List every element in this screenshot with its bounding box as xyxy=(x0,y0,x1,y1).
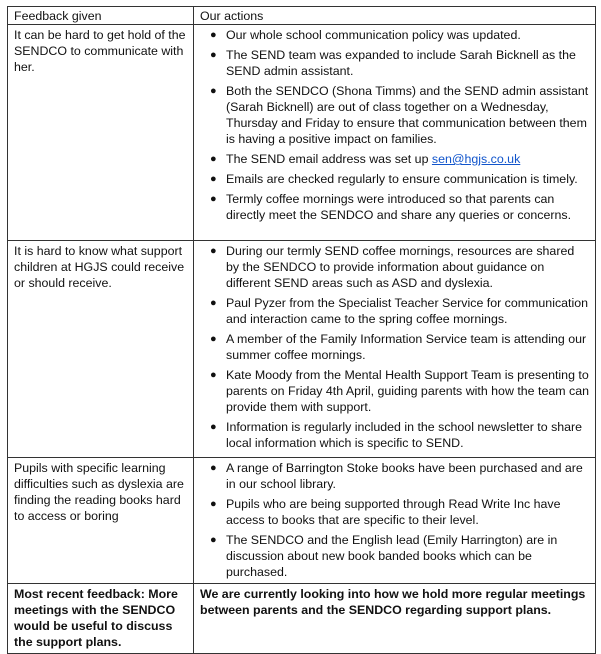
list-item: ● Our whole school communication policy was updated. xyxy=(210,28,521,42)
send-email-link[interactable]: sen@hgjs.co.uk xyxy=(431,152,521,166)
list-item: ● During our termly SEND coffee mornings, resources are shared by the SENDCO to provide information about guidance on different SEND areas such as ASD and dyslexia. xyxy=(210,244,575,290)
actions-list xyxy=(200,27,589,223)
actions-cell: We are currently looking into how we hold more regular meetings between parents and the SENDCO regarding support plans. xyxy=(194,584,596,654)
bullet-icon: ● xyxy=(210,333,217,345)
list-item: ● Termly coffee mornings were introduced so that parents can directly meet the SENDCO and share any queries or concerns. xyxy=(210,192,572,222)
list-item: ● Pupils who are being supported through Read Write Inc have access to books that are specific to their level. xyxy=(210,497,561,527)
actions-list xyxy=(200,460,589,580)
table-header-row xyxy=(8,7,596,25)
list-item: ● The SENDCO and the English lead (Emily Harrington) are in discussion about new book banded books which can be purchased. xyxy=(210,533,558,579)
bullet-icon: ● xyxy=(210,421,217,433)
feedback-table xyxy=(7,6,596,654)
table-row xyxy=(8,25,596,241)
list-item: ● Information is regularly included in the school newsletter to share local information which is specific to SEND. xyxy=(210,420,583,450)
actions-cell xyxy=(194,25,596,241)
bullet-icon: ● xyxy=(210,49,217,61)
bullet-icon: ● xyxy=(210,153,217,165)
bullet-icon: ● xyxy=(210,85,217,97)
list-item: ● The SEND team was expanded to include Sarah Bicknell as the SEND admin assistant. xyxy=(210,48,576,78)
table-row xyxy=(8,584,596,654)
header-our-actions: Our actions xyxy=(194,7,596,25)
bullet-icon: ● xyxy=(210,462,217,474)
actions-list xyxy=(200,243,589,451)
list-item: ● A range of Barrington Stoke books have been purchased and are in our school library. xyxy=(210,461,583,491)
list-item: ● Both the SENDCO (Shona Timms) and the SEND admin assistant (Sarah Bicknell) are out of class together on a Wednesday, Thursday and Friday to ensure that communication between them is having a positive impact on families. xyxy=(210,84,589,146)
bullet-icon: ● xyxy=(210,29,217,41)
list-item: ● The SEND email address was set up sen@hgjs.co.uk xyxy=(210,152,521,166)
bullet-icon: ● xyxy=(210,297,217,309)
bullet-icon: ● xyxy=(210,534,217,546)
bullet-icon: ● xyxy=(210,193,217,205)
list-item: ● A member of the Family Information Service team is attending our summer coffee mornings. xyxy=(210,332,587,362)
bullet-icon: ● xyxy=(210,173,217,185)
feedback-cell: It can be hard to get hold of the SENDCO to communicate with her. xyxy=(8,25,194,241)
list-item: ● Paul Pyzer from the Specialist Teacher Service for communication and interaction came to the spring coffee mornings. xyxy=(210,296,589,326)
bullet-icon: ● xyxy=(210,245,217,257)
actions-cell xyxy=(194,241,596,458)
bullet-icon: ● xyxy=(210,369,217,381)
bullet-icon: ● xyxy=(210,498,217,510)
feedback-cell: Pupils with specific learning difficulties such as dyslexia are finding the reading books hard to access or boring xyxy=(8,458,194,584)
table-row xyxy=(8,458,596,584)
list-item: ● Emails are checked regularly to ensure communication is timely. xyxy=(210,172,578,186)
list-item: ● Kate Moody from the Mental Health Support Team is presenting to parents on Friday 4th April, guiding parents with how the team can provide them with support. xyxy=(210,368,589,414)
table-row xyxy=(8,241,596,458)
header-feedback-given: Feedback given xyxy=(8,7,194,25)
feedback-cell: Most recent feedback: More meetings with the SENDCO would be useful to discuss the support plans. xyxy=(8,584,194,654)
actions-cell xyxy=(194,458,596,584)
feedback-cell: It is hard to know what support children at HGJS could receive or should receive. xyxy=(8,241,194,458)
